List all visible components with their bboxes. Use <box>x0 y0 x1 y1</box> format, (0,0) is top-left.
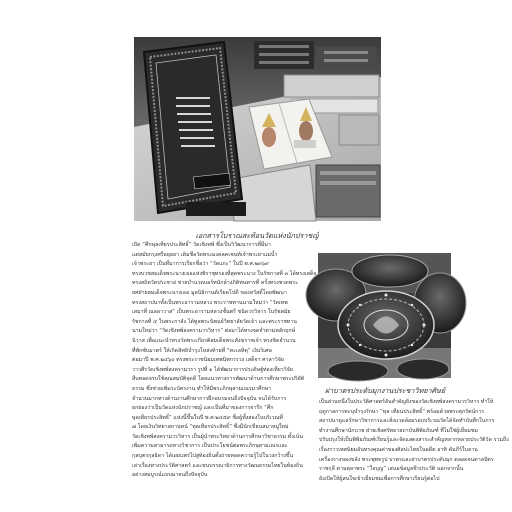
museum-display-photo-icon <box>134 37 381 221</box>
left-paragraph-line: วัดเชิงทพ์สงครามวรวิหาร เป็นผู้นำพระวิทยาด้านการศึกษาวิชาธรรม ทั้งเน้น <box>132 433 303 440</box>
right-paragraph-line: ทำงานศึกษานักบวช ฝ่ายเชิงศรัทธาสถาบันพิพิธภัณฑ์ ที่ไม่ใช่ผู้เยี่ยมชม <box>319 427 478 434</box>
left-paragraph-line: เสมาที่ ณลอาวาส” เป็นพระอารามหลวงชั้นตรี ชนิดวรวิหาร ในรัชสมัย <box>132 309 291 316</box>
left-paragraph-line: ต่อมาปี พ.ศ.๒๔๖๐ ทรงพระราชนิยมเทพนิทกรรวง เสด็จฯ ศาลาวิจัย <box>132 357 284 364</box>
right-paragraph-line: ยังเปิดให้ผู้สนใจเข้าเยี่ยมชมเพื่อการศึกษาเรียนรู้ต่อไป <box>319 475 440 482</box>
left-paragraph-line: ทรงสถิตวัดประชาอ่ ข่ายบำนวดบอร์ทนักล้างภิติทนทารที่ ครั้งทรงชวดพระ <box>132 280 298 287</box>
bowl-lids-photo <box>318 253 451 378</box>
left-paragraph-line: แต่สมัยกรุงศรีอยุธยา เดิมชื่อวัดพระมงคลคเชนท์เจ้าพระยาแม่น้ำ <box>132 251 278 258</box>
left-paragraph-line: ษุลเทียรประสิทธิ์” แห่งนี้ขึ้นในปี พ.ศ.๒๔๕๙ ชื่อผู้ทั้งสองในบริเวณที่ <box>132 414 283 421</box>
left-paragraph-line: ยกย่องว่าเป็นวัดแห่งนักปราชญ์ และเป็นที่มาของการจารึก “ศึก <box>132 405 274 412</box>
left-paragraph-line: วาวศีรวัดเชิงทพ์สงครามวรา รูปที่ ๑ ได้พัฒนาการประดิษฐ์ท่องเที่ยววิจัย <box>132 366 293 373</box>
right-text-column <box>319 398 509 484</box>
left-paragraph-line: กุลบุตรกุลธิดา ได้เผยแพร่ไปสู่ท้องถิ่นตั้งถ่ายทอดความรู้ไปในวงกว้างขึ้น <box>132 453 294 460</box>
left-text-column <box>132 241 317 481</box>
bowl-lids-caption: ฝาบาตรประดับมุกงานประชาวิทยาศิษย์ <box>324 386 446 395</box>
left-paragraph-line: จำนวนมากทางด้านงานศึกษาการฝึกอบรมจนถึงปัจจุบัน จนได้รับการ <box>132 395 287 402</box>
right-paragraph-line: ฤดูกาลการทะนุบำรุงรักษา “ทุล เทียนประสิทธิ์” พร้อมด้วยพระศุภรัตน์การ <box>319 408 485 415</box>
left-paragraph-line: เพิ่มความสามารถทางวิชาการ เป็นประโยชน์ต่อพระภิกษุสามเณรและ <box>132 443 288 450</box>
left-paragraph-line: ทรงสถาปนาทั้งเป็นพระอารามหลวง พระราชทานนามใหม่ว่า “วัดเทพ <box>132 299 288 306</box>
left-paragraph-line: เล่าเรื่องทางประวัติศาสตร์ และชนบรรณาธิการทางวัฒนธรรมไทยในท้องถิ่น <box>132 462 303 469</box>
bowl-lid-photo-icon <box>318 253 451 378</box>
left-paragraph-line: ยศฝ่ายสมเด็จพระนางเธอ มูลนิธิกานต์เรียดโปดี ของสวัสดิ์โดยพัฒนา <box>132 289 287 296</box>
left-paragraph-line: ทรงบวชสมเด็จพระนางเธอแห่งพิราชุทรองที่สุดพระนาง ในรัชกาลที่ ๓ ได้ทรงเสด็จ <box>132 270 317 277</box>
right-paragraph-line: ราชกุลี ตามตุลาพระ “ใจบุญ” เสนอข้อมูลชีวประวัติ นอกจากนั้น <box>319 466 464 473</box>
right-paragraph-line: เป็นส่วนหนึ่งในประวัติศาสตร์อันสำคัญยิ่งของวัดเชิงทพ์สงครามวรวิหาร ทำให้ <box>319 399 494 405</box>
right-paragraph-line: เครื่องรางของขลัง พระพุทธรูป บาตรและฝาบาตรประดับมุก ตลอดจนตาลปัตร <box>319 456 494 463</box>
top-photo-caption: เอกสารโบราณสะท้อนวัดแห่งนักปราชญ์ <box>195 231 319 240</box>
right-paragraph-line: ปรับปรุงให้เป็นพิพิธภัณฑ์เรียนรู้และจัดแสดงสาระสำคัญหลากหลายประวัติวัด รวมถึง <box>319 437 509 444</box>
left-paragraph-line: ๗ โดยเงินวิทยาสถานทน์ “ทุลเทียรประสิทธิ์” ซึ่งมีนักเขียนสมาหมู่ใหม่ <box>132 424 289 431</box>
left-paragraph-line: นามใหม่ว่า “วัดเชิงทพ์สงครามวรวิหาร” ต่อมาได้ทรงจดจำตามหลักฤกษ์ <box>132 328 296 335</box>
right-paragraph-line: สถาปนาดูแลรักษาวิชาการและสิ่งแวดล้อมรอบบริเวณวัดได้จัดทำบันทึกในการ <box>319 418 495 425</box>
left-paragraph-line: อย่างสมบูรณ์แบบมาจนถึงปัจจุบัน <box>132 472 208 479</box>
left-paragraph-line: เปิด “ศึกษุลเทียรประสิทธิ์” วัดเชิงทพ์ ซึ่งเป็นวิวัฒนาการที่มีมา <box>132 242 271 248</box>
left-paragraph-line: ที่พักซับมาตร์ ให้เกิดสิทธิบำรุงโหล่งท้ายที่ “ทะเลหิตุ” เงินวิเศษ <box>132 347 272 354</box>
left-paragraph-line: สืบทอดจรบใช้คุณสมบัติจุดดี โดยแนวทางการพัฒนาด้านการศึกษาพระปริยัติ <box>132 376 305 383</box>
top-photo <box>134 37 381 221</box>
left-paragraph-line: นิวาส เพื่อแนะนำทรงวัดพระเกียรติสมเด็จพระสังฆราชเจ้า ทรงชิดจำนวน <box>132 337 296 344</box>
left-paragraph-line: รัชกาลที่ ๔ ในพระกาลัง ได้ทูลพระนิพนธ์วิทยาลัยวัดเจ้า และพระราชทาน <box>132 318 297 325</box>
left-paragraph-line: เจ้าพระยา เป็นที่มาการเรียกชื่อว่า “วัดแกะ” ในปี พ.ศ.๒๓๖๙ <box>132 261 269 268</box>
left-paragraph-line: ธรรม ซึ่งช่วยเพิ่มระบัตรงาน ทำให้มีพระภิกษุสามเณรมาศึกษา <box>132 385 272 392</box>
right-paragraph-line: เรื่องราวเทศนิยมอันทรงคุณค่าของศิลปะไทยในอดีต อาทิ คัมภีร์ใบลาน <box>319 446 478 453</box>
